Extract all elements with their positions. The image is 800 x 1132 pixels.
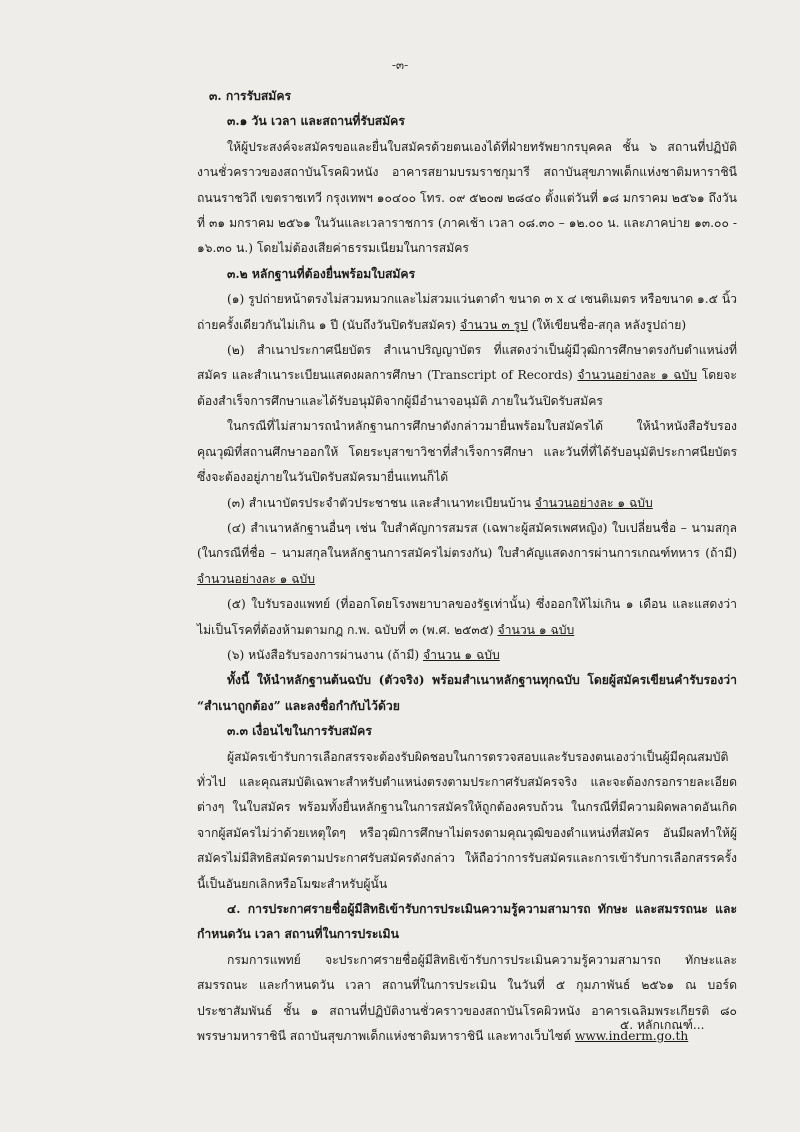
evidence-item-2: (๒) สำเนาประกาศนียบัตร สำเนาปริญญาบัตร ที่แสดงว่าเป็นผู้มีวุฒิการศึกษาตรงกับตำแหน่งที่สมัคร และสำเนาระเบียนแสดงผลการศึกษา (Transcript of Records) จำนวนอย่างละ ๑ ฉบับ โดยจะต้องสำเร็จการศึกษาและได้รับอนุมัติจากผู้มีอำนาจอนุมัติ ภายในวันปิดรับสมัคร xyxy=(197,343,737,408)
section-3-1-paragraph: ให้ผู้ประสงค์จะสมัครขอและยื่นใบสมัครด้วยตนเองได้ที่ฝ่ายทรัพยากรบุคคล ชั้น ๖ สถานที่ปฏิบัติงานชั่วคราวของสถาบันโรคผิวหนัง อาคารสยามบรมราชกุมารี สถาบันสุขภาพเด็กแห่งชาติมหาราชินี ถนนราชวิถี เขตราชเทวี กรุงเทพฯ ๑๐๔๐๐ โทร. ๐๙ ๕๒๐๗ ๒๘๔๐ ตั้งแต่วันที่ ๑๘ มกราคม ๒๕๖๑ ถึงวันที่ ๓๑ มกราคม ๒๕๖๑ ในวันและเวลาราชการ (ภาคเช้า เวลา ๐๘.๓๐ – ๑๒.๐๐ น. และภาคบ่าย ๑๓.๐๐ - ๑๖.๓๐ น.) โดยไม่ต้องเสียค่าธรรมเนียมในการสมัคร xyxy=(197,139,737,256)
evidence-item-3: (๓) สำเนาบัตรประจำตัวประชาชน และสำเนาทะเบียนบ้าน จำนวนอย่างละ ๑ ฉบับ xyxy=(227,495,653,510)
evidence-item-1-count: จำนวน ๓ รูป xyxy=(459,317,528,332)
section-3-2-heading: ๓.๒ หลักฐานที่ต้องยื่นพร้อมใบสมัคร xyxy=(227,266,416,281)
continuation-text: ๕. หลักเกณฑ์... xyxy=(620,1018,705,1032)
website-link[interactable]: www.inderm.go.th xyxy=(574,1029,689,1044)
evidence-item-6-count: จำนวน ๑ ฉบับ xyxy=(423,647,500,662)
section-4-paragraph: กรมการแพทย์ จะประกาศรายชื่อผู้มีสิทธิเข้ารับการประเมินความรู้ความสามารถ ทักษะและสมรรถนะ และกำหนดวัน เวลา สถานที่ในการประเมิน ในวันที่ ๕ กุมภาพันธ์ ๒๕๖๑ ณ บอร์ดประชาสัมพันธ์ ชั้น ๑ สถานที่ปฏิบัติงานชั่วคราวของสถาบันโรคผิวหนัง อาคารเฉลิมพระเกียรติ ๘๐ พรรษามหาราชินี สถาบันสุขภาพเด็กแห่งชาติมหาราชินี และทางเว็บไซต์ www.inderm.go.th xyxy=(197,952,737,1044)
section-4-heading: ๔. การประกาศรายชื่อผู้มีสิทธิเข้ารับการประเมินความรู้ความสามารถ ทักษะ และสมรรถนะ และกำหนดวัน เวลา สถานที่ในการประเมิน xyxy=(197,902,737,942)
evidence-item-4-count: จำนวนอย่างละ ๑ ฉบับ xyxy=(197,571,316,586)
evidence-item-1: (๑) รูปถ่ายหน้าตรงไม่สวมหมวกและไม่สวมแว่นตาดำ ขนาด ๓ x ๔ เซนติเมตร หรือขนาด ๑.๕ นิ้ว ถ่ายครั้งเดียวกันไม่เกิน ๑ ปี (นับถึงวันปิดรับสมัคร) จำนวน ๓ รูป (ให้เขียนชื่อ-สกุล หลังรูปถ่าย) xyxy=(197,292,737,332)
evidence-item-5: (๕) ใบรับรองแพทย์ (ที่ออกโดยโรงพยาบาลของรัฐเท่านั้น) ซึ่งออกให้ไม่เกิน ๑ เดือน และแสดงว่าไม่เป็นโรคที่ต้องห้ามตามกฎ ก.พ. ฉบับที่ ๓ (พ.ศ. ๒๕๓๕) จำนวน ๑ ฉบับ xyxy=(197,597,737,637)
section-3-3-paragraph: ผู้สมัครเข้ารับการเลือกสรรจะต้องรับผิดชอบในการตรวจสอบและรับรองตนเองว่าเป็นผู้มีคุณสมบัติทั่วไป และคุณสมบัติเฉพาะสำหรับตำแหน่งตรงตามประกาศรับสมัครจริง และจะต้องกรอกรายละเอียดต่างๆ ในใบสมัคร พร้อมทั้งยื่นหลักฐานในการสมัครให้ถูกต้องครบถ้วน ในกรณีที่มีความผิดพลาดอันเกิดจากผู้สมัครไม่ว่าด้วยเหตุใดๆ หรือวุฒิการศึกษาไม่ตรงตามคุณวุฒิของตำแหน่งที่สมัคร อันมีผลทำให้ผู้สมัครไม่มีสิทธิสมัครตามประกาศรับสมัครดังกล่าว ให้ถือว่าการรับสมัครและการเข้ารับการเลือกสรรครั้งนี้เป็นอันยกเลิกหรือโมฆะสำหรับผู้นั้น xyxy=(197,749,737,891)
evidence-item-2-count: จำนวนอย่างละ ๑ ฉบับ xyxy=(577,368,698,383)
section-3-1-heading: ๓.๑ วัน เวลา และสถานที่รับสมัคร xyxy=(227,114,405,129)
page-number: -๓- xyxy=(391,58,409,72)
section-3-3-heading: ๓.๓ เงื่อนไขในการรับสมัคร xyxy=(227,724,372,739)
evidence-item-2-note: ในกรณีที่ไม่สามารถนำหลักฐานการศึกษาดังกล่าวมายื่นพร้อมใบสมัครได้ ให้นำหนังสือรับรองคุณวุฒิที่สถานศึกษาออกให้ โดยระบุสาขาวิชาที่สำเร็จการศึกษา และวันที่ที่ได้รับอนุมัติประกาศนียบัตร ซึ่งจะต้องอยู่ภายในวันปิดรับสมัครมายื่นแทนก็ได้ xyxy=(197,419,737,485)
section-3-heading: ๓. การรับสมัคร xyxy=(209,89,292,103)
evidence-item-5-count: จำนวน ๑ ฉบับ xyxy=(497,622,575,637)
evidence-note: ทั้งนี้ ให้นำหลักฐานต้นฉบับ (ตัวจริง) พร้อมสำเนาหลักฐานทุกฉบับ โดยผู้สมัครเขียนคำรับรองว่า “สำเนาถูกต้อง” และลงชื่อกำกับไว้ด้วย xyxy=(197,673,737,713)
evidence-item-6: (๖) หนังสือรับรองการผ่านงาน (ถ้ามี) จำนวน ๑ ฉบับ xyxy=(227,647,500,662)
evidence-item-3-count: จำนวนอย่างละ ๑ ฉบับ xyxy=(534,495,653,510)
evidence-item-4: (๔) สำเนาหลักฐานอื่นๆ เช่น ใบสำคัญการสมรส (เฉพาะผู้สมัครเพศหญิง) ใบเปลี่ยนชื่อ – นามสกุล (ในกรณีที่ชื่อ – นามสกุลในหลักฐานการสมัครไม่ตรงกัน) ใบสำคัญแสดงการผ่านการเกณฑ์ทหาร (ถ้ามี) จำนวนอย่างละ ๑ ฉบับ xyxy=(197,520,737,586)
document-body xyxy=(197,84,737,1049)
